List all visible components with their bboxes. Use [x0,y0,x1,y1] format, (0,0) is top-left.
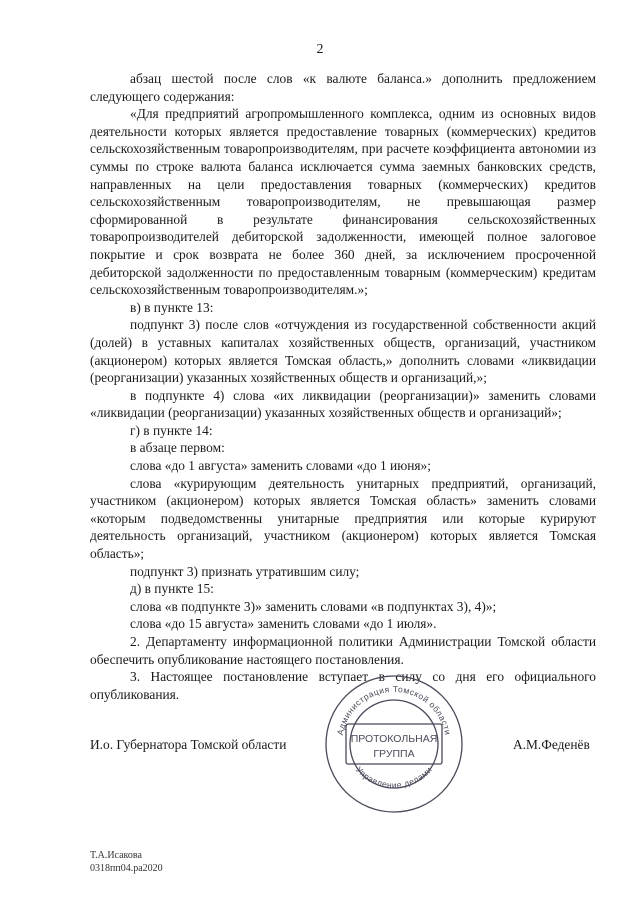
paragraph-2: «Для предприятий агропромышленного комплекса, одним из основных видов деятельности которых является предоставление товарных (коммерческих) кредитов сельскохозяйственным товаропроизводителям, при расчете коэффициента автономии из суммы по строке валюта баланса исключается сумма заемных банковских средств, направленных на цели предоставления товарных (коммерческих) кредитов сельскохозяйственным товаропроизводителям, не превышающая размер сформированной в результате финансирования сельскохозяйственных товаропроизводителей дебиторской задолженности, имеющей полное залоговое покрытие и срок возврата не более 360 дней, за исключением просроченной дебиторской задолженности по предоставленным товарным (коммерческим) кредитам сельскохозяйственным товаропроизводителям.»; [90,106,596,298]
stamp-center-line-1: ПРОТОКОЛЬНАЯ [350,733,438,745]
paragraph-4: подпункт 3) после слов «отчуждения из государственной собственности акций (долей) в уставных капиталах хозяйственных обществ, организаций, участником (акционером) которых является Томская область,» дополнить словами «ликвидации (реорганизации) указанных хозяйственных обществ и организаций,»; [90,317,596,386]
stamp-bottom-text: Управление делами [353,764,435,791]
paragraph-9: слова «курирующим деятельность унитарных предприятий, организаций, участником (акционером) которых является Томская область» заменить словами «которым подведомственны унитарные предприятия или которые курируют деятельность организаций, участником (акционером) которых является Томская область»; [90,475,596,562]
footer-doc-code: 0318пп04.ра2020 [90,863,163,874]
stamp-center-line-2: ГРУППА [373,748,415,760]
stamp-ring-text: Администрация Томской области [334,683,454,737]
paragraph-10: подпункт 3) признать утратившим силу; [130,563,360,579]
signature-title: И.о. Губернатора Томской области [90,737,287,752]
paragraph-15: 3. Настоящее постановление вступает в силу со дня его официального опубликования. [90,669,596,702]
paragraph-1: абзац шестой после слов «к валюте баланса.» дополнить предложением следующего содержания: [90,71,596,104]
paragraph-6: г) в пункте 14: [130,422,213,438]
signature-name: А.М.Феденёв [513,737,590,752]
footer [90,849,163,875]
paragraph-12: слова «в подпункте 3)» заменить словами «в подпунктах 3), 4)»; [130,598,497,614]
body-text [90,70,596,703]
stamp-graphic [322,672,466,816]
paragraph-13: слова «до 15 августа» заменить словами «до 1 июля». [130,616,437,632]
paragraph-5: в подпункте 4) слова «их ликвидации (реорганизации)» заменить словами «ликвидации (реорганизации) указанных хозяйственных обществ и организаций»; [90,387,596,421]
paragraph-8: слова «до 1 августа» заменить словами «до 1 июня»; [130,458,431,474]
paragraph-7: в абзаце первом: [130,440,225,456]
paragraph-14: 2. Департаменту информационной политики Администрации Томской области обеспечить опубликование настоящего постановления. [90,634,596,667]
paragraph-3: в) в пункте 13: [130,299,214,315]
official-stamp [322,672,466,816]
page-number: 2 [316,42,324,57]
paragraph-11: д) в пункте 15: [130,581,214,597]
footer-author: Т.А.Исакова [90,850,142,861]
